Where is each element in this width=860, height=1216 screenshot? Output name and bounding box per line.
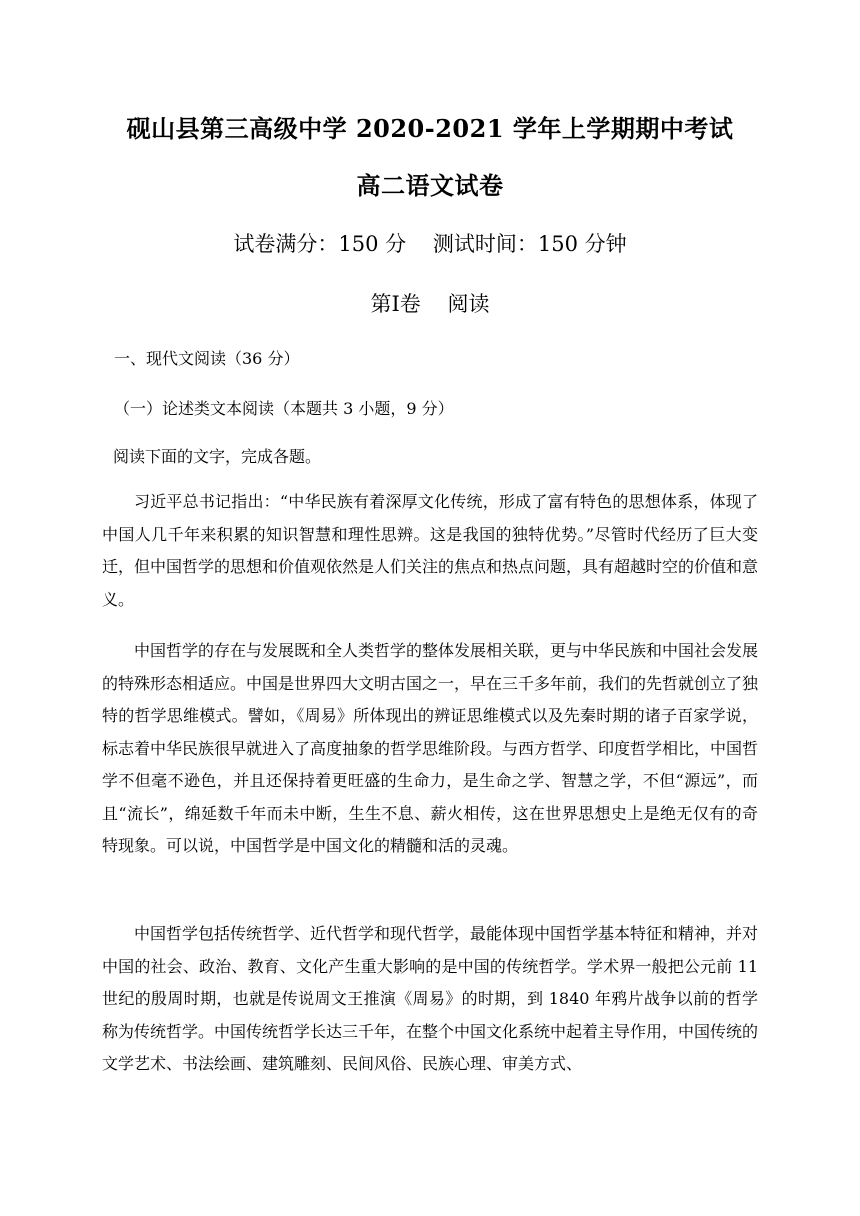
- exam-title: 砚山县第三高级中学 2020-2021 学年上学期期中考试: [126, 114, 734, 143]
- exam-subtitle: 高二语文试卷: [356, 171, 504, 200]
- part-heading: 第Ⅰ卷 阅读: [370, 292, 490, 316]
- section-heading: 一、现代文阅读（36 分）: [114, 349, 300, 368]
- paragraph-1: 习近平总书记指出：“中华民族有着深厚文化传统，形成了富有特色的思想体系，体现了中国人几千年来积累的知识智慧和理性思辨。这是我国的独特优势。”尽管时代经历了巨大变迁，但中国哲学的思想和价值观依然是人们关注的焦点和热点问题，具有超越时空的价值和意义。: [102, 492, 759, 609]
- exam-info: 试卷满分：150 分 测试时间：150 分钟: [233, 232, 627, 256]
- subsection-heading: （一）论述类文本阅读（本题共 3 小题，9 分）: [114, 399, 454, 418]
- reading-instruction: 阅读下面的文字，完成各题。: [113, 447, 322, 466]
- paragraph-3: 中国哲学包括传统哲学、近代哲学和现代哲学，最能体现中国哲学基本特征和精神，并对中国的社会、政治、教育、文化产生重大影响的是中国的传统哲学。学术界一般把公元前 11 世纪的殷周时期，也就是传说周文王推演《周易》的时期，到 1840 年鸦片战争以前的哲学称为传统哲学。中国传统哲学长达三千年，在整个中国文化系统中起着主导作用，中国传统的文学艺术、书法绘画、建筑雕刻、民间风俗、民族心理、审美方式、: [102, 924, 759, 1073]
- paragraph-2: 中国哲学的存在与发展既和全人类哲学的整体发展相关联，更与中华民族和中国社会发展的特殊形态相适应。中国是世界四大文明古国之一，早在三千多年前，我们的先哲就创立了独特的哲学思维模式。譬如，《周易》所体现出的辨证思维模式以及先秦时期的诸子百家学说，标志着中华民族很早就进入了高度抽象的哲学思维阶段。与西方哲学、印度哲学相比，中国哲学不但毫不逊色，并且还保持着更旺盛的生命力，是生命之学、智慧之学，不但“源远”，而且“流长”，绵延数千年而未中断，生生不息、薪火相传，这在世界思想史上是绝无仅有的奇特现象。可以说，中国哲学是中国文化的精髓和活的灵魂。: [102, 641, 759, 855]
